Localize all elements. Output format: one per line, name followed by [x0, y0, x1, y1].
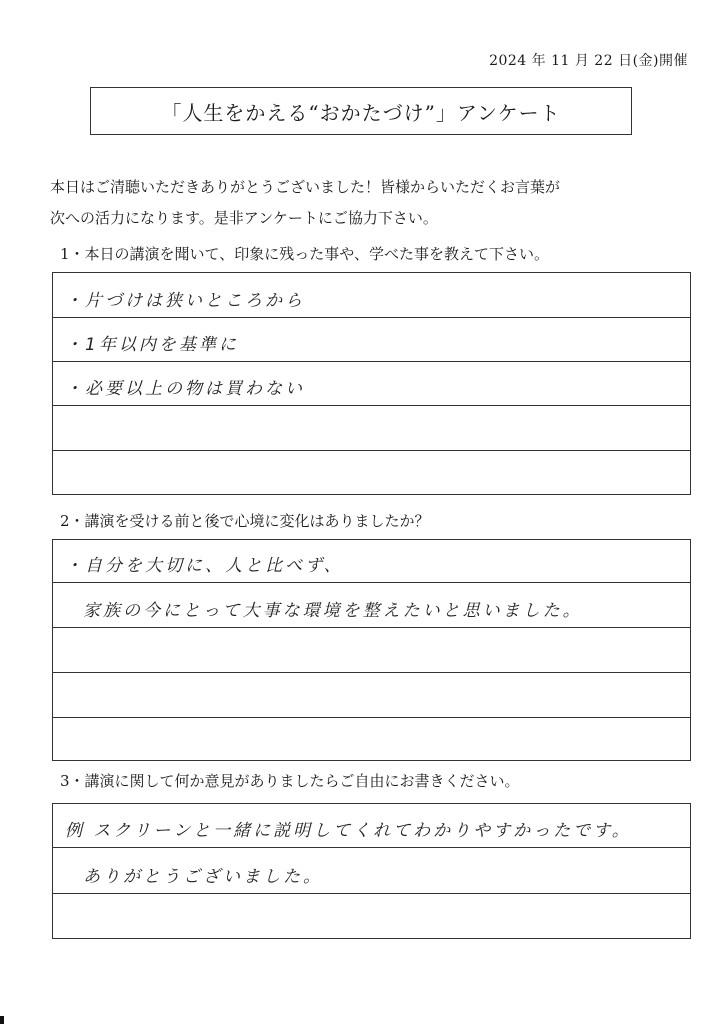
intro-line-1: 本日はご清聴いただきありがとうございました！皆様からいただくお言葉が	[50, 178, 561, 196]
answer-line	[53, 894, 690, 938]
handwritten-answer: 家族の今にとって大事な環境を整えたいと思いました。	[83, 601, 583, 621]
question-3-label: 3・講演に関して何か意見がありましたらご自由にお書きください。	[60, 772, 520, 790]
handwritten-answer: ・必要以上の物は買わない	[65, 379, 305, 399]
answer-line	[53, 628, 690, 673]
answer-line	[53, 804, 690, 848]
answer-line	[53, 451, 690, 494]
answer-line	[53, 540, 690, 583]
question-2-label: 2・講演を受ける前と後で心境に変化はありましたか？	[60, 512, 430, 530]
question-1-label: 1・本日の講演を聞いて、印象に残った事や、学べた事を教えて下さい。	[60, 245, 549, 263]
question-3-answer-box	[52, 803, 691, 939]
intro-line-2: 次への活力になります。是非アンケートにご協力下さい。	[50, 209, 438, 227]
intro-text	[50, 172, 690, 234]
answer-line	[53, 718, 690, 760]
handwritten-answer: ・片づけは狭いところから	[65, 291, 305, 311]
answer-line	[53, 673, 690, 718]
handwritten-answer: ・自分を大切に、人と比べず、	[65, 556, 344, 576]
question-1-answer-box	[52, 272, 691, 495]
answer-line	[53, 406, 690, 451]
answer-line	[53, 318, 690, 362]
answer-line	[53, 848, 690, 894]
event-date: 2024 年 11 月 22 日(金)開催	[489, 53, 688, 69]
answer-line	[53, 583, 690, 628]
scan-corner-mark	[0, 1016, 4, 1024]
answer-line	[53, 362, 690, 406]
handwritten-answer: 例 スクリーンと一緒に説明してくれてわかりやすかったです。	[65, 821, 632, 841]
survey-title: 「人生をかえる“おかたづけ”」アンケート	[90, 87, 632, 135]
question-2-answer-box	[52, 539, 691, 761]
answer-line	[53, 273, 690, 318]
handwritten-answer: ありがとうございました。	[83, 867, 323, 887]
handwritten-answer: ・1年以内を基準に	[65, 335, 239, 355]
